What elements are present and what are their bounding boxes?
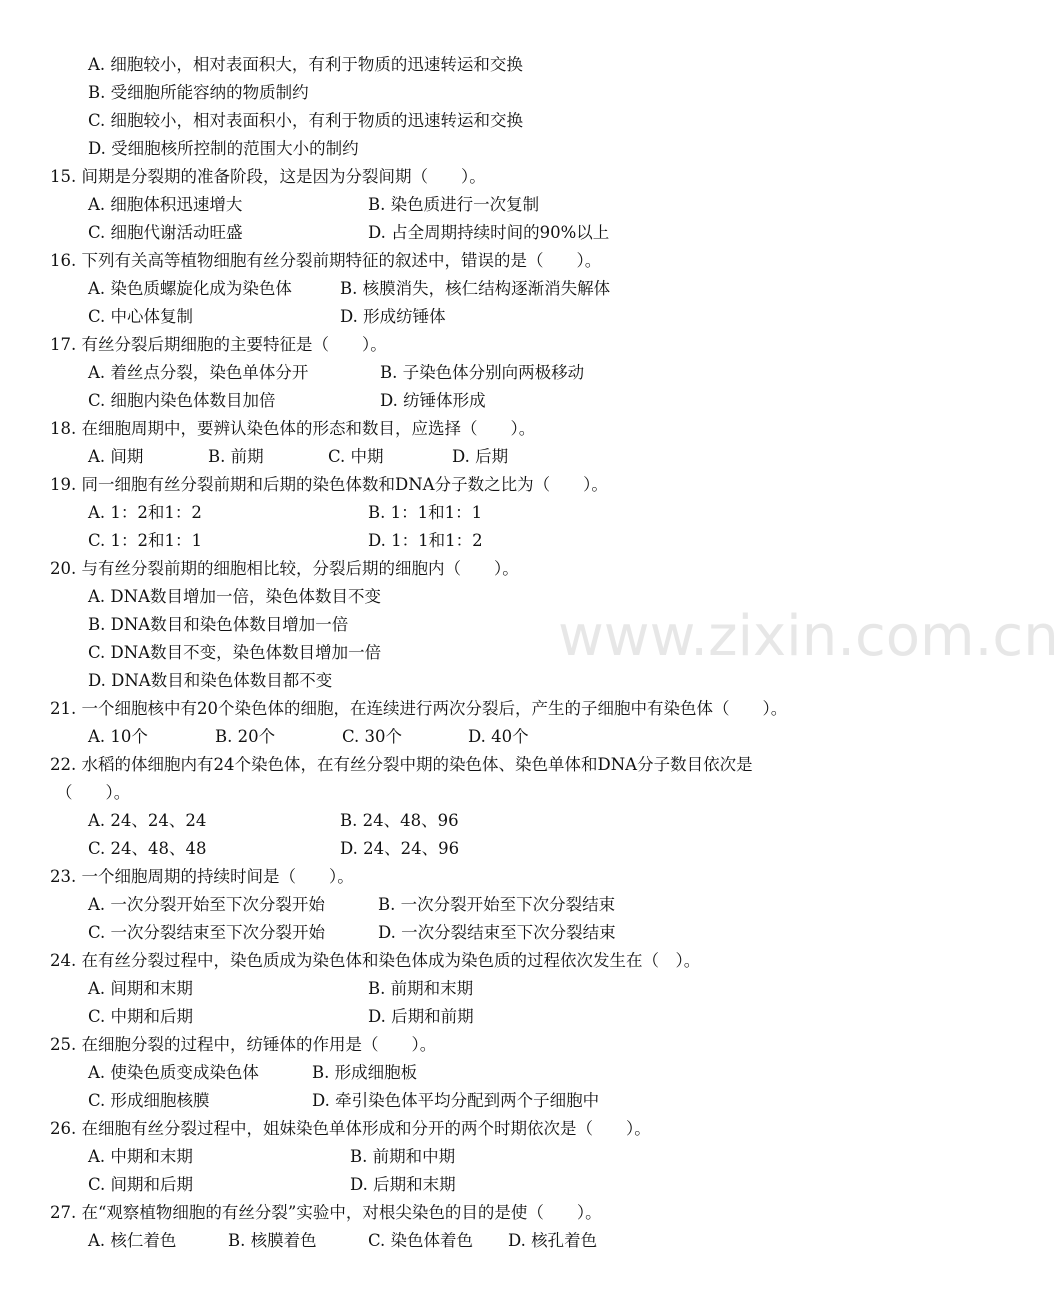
q20-option-b: B. DNA数目和染色体数目增加一倍 bbox=[88, 615, 349, 634]
q26-option-d: D. 后期和末期 bbox=[350, 1175, 456, 1194]
q26-stem: 26. 在细胞有丝分裂过程中，姐妹染色单体形成和分开的两个时期依次是（ ）。 bbox=[50, 1119, 651, 1138]
q14-option-b: B. 受细胞所能容纳的物质制约 bbox=[88, 83, 309, 102]
q21-option-a: A. 10个 bbox=[88, 727, 148, 746]
q25-stem: 25. 在细胞分裂的过程中，纺锤体的作用是（ ）。 bbox=[50, 1035, 437, 1054]
q22-stem-continued: （ ）。 bbox=[56, 783, 131, 802]
q16-option-c: C. 中心体复制 bbox=[88, 307, 194, 326]
q24-stem: 24. 在有丝分裂过程中，染色质成为染色体和染色体成为染色质的过程依次发生在（ ）。 bbox=[50, 951, 701, 970]
q23-option-b: B. 一次分裂开始至下次分裂结束 bbox=[378, 895, 616, 914]
q22-option-d: D. 24、24、96 bbox=[340, 839, 460, 858]
q21-option-c: C. 30个 bbox=[342, 727, 403, 746]
q14-option-a: A. 细胞较小，相对表面积大，有利于物质的迅速转运和交换 bbox=[88, 55, 523, 74]
q17-stem: 17. 有丝分裂后期细胞的主要特征是（ ）。 bbox=[50, 335, 387, 354]
q22-option-a: A. 24、24、24 bbox=[88, 811, 207, 830]
q19-stem: 19. 同一细胞有丝分裂前期和后期的染色体数和DNA分子数之比为（ ）。 bbox=[50, 475, 608, 494]
q24-option-c: C. 中期和后期 bbox=[88, 1007, 194, 1026]
q16-option-a: A. 染色质螺旋化成为染色体 bbox=[88, 279, 292, 298]
q20-stem: 20. 与有丝分裂前期的细胞相比较，分裂后期的细胞内（ ）。 bbox=[50, 559, 519, 578]
q21-stem: 21. 一个细胞核中有20个染色体的细胞，在连续进行两次分裂后，产生的子细胞中有染色体（ ）。 bbox=[50, 699, 788, 718]
q24-option-d: D. 后期和前期 bbox=[368, 1007, 474, 1026]
q15-option-b: B. 染色质进行一次复制 bbox=[368, 195, 540, 214]
q19-option-a: A. 1：2和1：2 bbox=[88, 503, 202, 522]
q17-option-c: C. 细胞内染色体数目加倍 bbox=[88, 391, 276, 410]
q22-option-b: B. 24、48、96 bbox=[340, 811, 459, 830]
q22-option-c: C. 24、48、48 bbox=[88, 839, 207, 858]
q23-stem: 23. 一个细胞周期的持续时间是（ ）。 bbox=[50, 867, 354, 886]
q26-option-b: B. 前期和中期 bbox=[350, 1147, 456, 1166]
q27-option-d: D. 核孔着色 bbox=[508, 1231, 598, 1250]
q20-option-a: A. DNA数目增加一倍，染色体数目不变 bbox=[88, 587, 381, 606]
q24-option-b: B. 前期和末期 bbox=[368, 979, 474, 998]
q20-option-c: C. DNA数目不变，染色体数目增加一倍 bbox=[88, 643, 382, 662]
q18-option-a: A. 间期 bbox=[88, 447, 144, 466]
q18-stem: 18. 在细胞周期中，要辨认染色体的形态和数目，应选择（ ）。 bbox=[50, 419, 536, 438]
q15-option-c: C. 细胞代谢活动旺盛 bbox=[88, 223, 243, 242]
q19-option-c: C. 1：2和1：1 bbox=[88, 531, 203, 550]
q24-option-a: A. 间期和末期 bbox=[88, 979, 193, 998]
q15-stem: 15. 间期是分裂期的准备阶段，这是因为分裂间期（ ）。 bbox=[50, 167, 486, 186]
q25-option-d: D. 牵引染色体平均分配到两个子细胞中 bbox=[312, 1091, 600, 1110]
q19-option-d: D. 1：1和1：2 bbox=[368, 531, 483, 550]
q27-option-a: A. 核仁着色 bbox=[88, 1231, 177, 1250]
q21-option-d: D. 40个 bbox=[468, 727, 529, 746]
q25-option-c: C. 形成细胞核膜 bbox=[88, 1091, 210, 1110]
q17-option-b: B. 子染色体分别向两极移动 bbox=[380, 363, 585, 382]
q17-option-d: D. 纺锤体形成 bbox=[380, 391, 486, 410]
q27-option-b: B. 核膜着色 bbox=[228, 1231, 317, 1250]
q22-stem: 22. 水稻的体细胞内有24个染色体，在有丝分裂中期的染色体、染色单体和DNA分子数目依次是 bbox=[50, 755, 753, 774]
q15-option-d: D. 占全周期持续时间的90%以上 bbox=[368, 223, 610, 242]
q16-option-b: B. 核膜消失，核仁结构逐渐消失解体 bbox=[340, 279, 611, 298]
q26-option-c: C. 间期和后期 bbox=[88, 1175, 194, 1194]
q21-option-b: B. 20个 bbox=[215, 727, 276, 746]
q15-option-a: A. 细胞体积迅速增大 bbox=[88, 195, 243, 214]
q14-option-c: C. 细胞较小，相对表面积小，有利于物质的迅速转运和交换 bbox=[88, 111, 524, 130]
q25-option-a: A. 使染色质变成染色体 bbox=[88, 1063, 259, 1082]
q23-option-d: D. 一次分裂结束至下次分裂结束 bbox=[378, 923, 616, 942]
q23-option-c: C. 一次分裂结束至下次分裂开始 bbox=[88, 923, 326, 942]
q18-option-b: B. 前期 bbox=[208, 447, 264, 466]
q16-option-d: D. 形成纺锤体 bbox=[340, 307, 446, 326]
q17-option-a: A. 着丝点分裂，染色单体分开 bbox=[88, 363, 309, 382]
q18-option-c: C. 中期 bbox=[328, 447, 384, 466]
q16-stem: 16. 下列有关高等植物细胞有丝分裂前期特征的叙述中，错误的是（ ）。 bbox=[50, 251, 602, 270]
q25-option-b: B. 形成细胞板 bbox=[312, 1063, 418, 1082]
q18-option-d: D. 后期 bbox=[452, 447, 509, 466]
q19-option-b: B. 1：1和1：1 bbox=[368, 503, 483, 522]
q27-option-c: C. 染色体着色 bbox=[368, 1231, 474, 1250]
q20-option-d: D. DNA数目和染色体数目都不变 bbox=[88, 671, 333, 690]
watermark: www.zixin.com.cn bbox=[558, 604, 1059, 669]
q14-option-d: D. 受细胞核所控制的范围大小的制约 bbox=[88, 139, 359, 158]
q26-option-a: A. 中期和末期 bbox=[88, 1147, 193, 1166]
q27-stem: 27. 在“观察植物细胞的有丝分裂”实验中，对根尖染色的目的是使（ ）。 bbox=[50, 1203, 602, 1222]
q23-option-a: A. 一次分裂开始至下次分裂开始 bbox=[88, 895, 325, 914]
